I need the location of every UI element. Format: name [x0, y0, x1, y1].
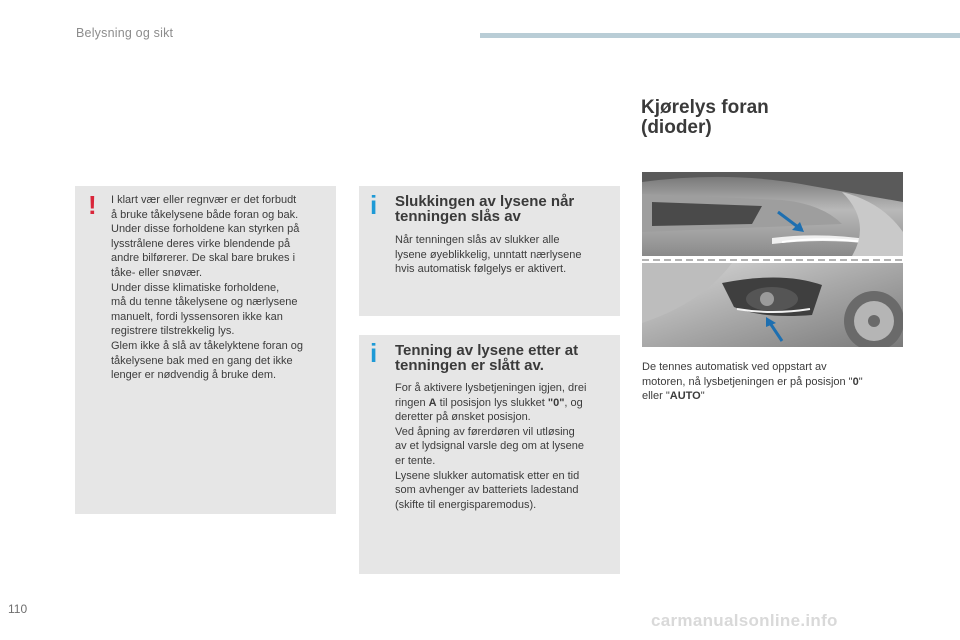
- title-line: Kjørelys foran: [641, 97, 769, 118]
- warning-line: Under disse klimatiske forholdene,: [111, 281, 280, 294]
- info-line: hvis automatisk følgelys er aktivert.: [395, 263, 567, 276]
- info-line: deretter på ønsket posisjon.: [395, 411, 531, 424]
- position-value: 0: [852, 375, 859, 388]
- title-line: tenningen slås av: [395, 208, 521, 225]
- title-line: Slukkingen av lysene når: [395, 193, 575, 210]
- info-icon: i: [370, 338, 378, 368]
- page-number: 110: [8, 602, 28, 616]
- text-run: motoren, nå lysbetjeningen er på posisjon ": [642, 375, 853, 388]
- ring-label: A: [428, 396, 437, 409]
- warning-line: å bruke tåkelysene både foran og bak.: [111, 208, 299, 221]
- warning-line: tåke- eller snøvær.: [111, 266, 203, 279]
- warning-line: andre bilførerer. De skal bare brukes i: [111, 252, 296, 265]
- info-box-1-title: [395, 194, 574, 224]
- title-line: (dioder): [641, 117, 712, 138]
- desc-line: De tennes automatisk ved oppstart av: [642, 361, 827, 373]
- info-icon: i: [370, 190, 378, 220]
- warning-line: registrere tilstrekkelig lys.: [111, 325, 235, 338]
- title-line: tenningen er slått av.: [395, 357, 544, 374]
- info-line: (skifte til energisparemodus).: [395, 498, 537, 511]
- info-line: av et lydsignal varsle deg om at lysene: [395, 440, 584, 453]
- text-run: ": [700, 390, 705, 403]
- warning-line: lenger er nødvendig å bruke dem.: [111, 369, 277, 382]
- title-line: Tenning av lysene etter at: [395, 342, 579, 359]
- warning-line: manuelt, fordi lyssensoren ikke kan: [111, 310, 283, 323]
- warning-text: [111, 193, 333, 383]
- desc-line: [642, 375, 902, 390]
- info-line: Når tenningen slås av slukker alle: [395, 234, 560, 246]
- info-line: [395, 396, 617, 411]
- chapter-title: Belysning og sikt: [76, 26, 174, 40]
- car-front-daytime-led-photo: [642, 172, 903, 256]
- info-line: som avhenger av batteriets ladestand: [395, 484, 579, 497]
- watermark: carmanualsonline.info: [651, 611, 838, 630]
- image-separator: [642, 258, 903, 262]
- daytime-lights-description: [642, 360, 902, 404]
- text-run: , og: [564, 396, 583, 409]
- warning-line: Under disse forholdene kan styrken på: [111, 223, 300, 236]
- warning-line: Glem ikke å slå av tåkelyktene foran og: [111, 339, 303, 352]
- info-line: er tente.: [395, 454, 436, 467]
- text-run: eller ": [642, 390, 670, 403]
- warning-line: må du tenne tåkelysene og nærlysene: [111, 296, 298, 309]
- info-line: Lysene slukker automatisk etter en tid: [395, 469, 580, 482]
- info-box-1-text: [395, 233, 615, 277]
- warning-line: I klart vær eller regnvær er det forbudt: [111, 194, 297, 206]
- warning-line: tåkelysene bak med en gang det ikke: [111, 354, 293, 367]
- text-run: ringen: [395, 396, 429, 409]
- desc-line: [642, 389, 902, 404]
- position-value: AUTO: [669, 390, 701, 403]
- section-title-daytime-lights: [641, 98, 769, 138]
- position-value: "0": [547, 396, 565, 409]
- text-run: til posisjon lys slukket: [436, 396, 548, 409]
- car-headlight-led-photo: [642, 263, 903, 347]
- warning-line: lysstrålene deres virke blendende på: [111, 237, 291, 250]
- text-run: ": [858, 375, 863, 388]
- info-line: For å aktivere lysbetjeningen igjen, drei: [395, 382, 587, 394]
- info-line: Ved åpning av førerdøren vil utløsing: [395, 425, 575, 438]
- info-box-2-title: [395, 343, 578, 373]
- header-accent-bar: [480, 33, 960, 38]
- exclamation-warning-icon: !: [88, 190, 97, 220]
- info-line: lysene øyeblikkelig, unntatt nærlysene: [395, 248, 582, 261]
- info-box-2-text: [395, 381, 617, 512]
